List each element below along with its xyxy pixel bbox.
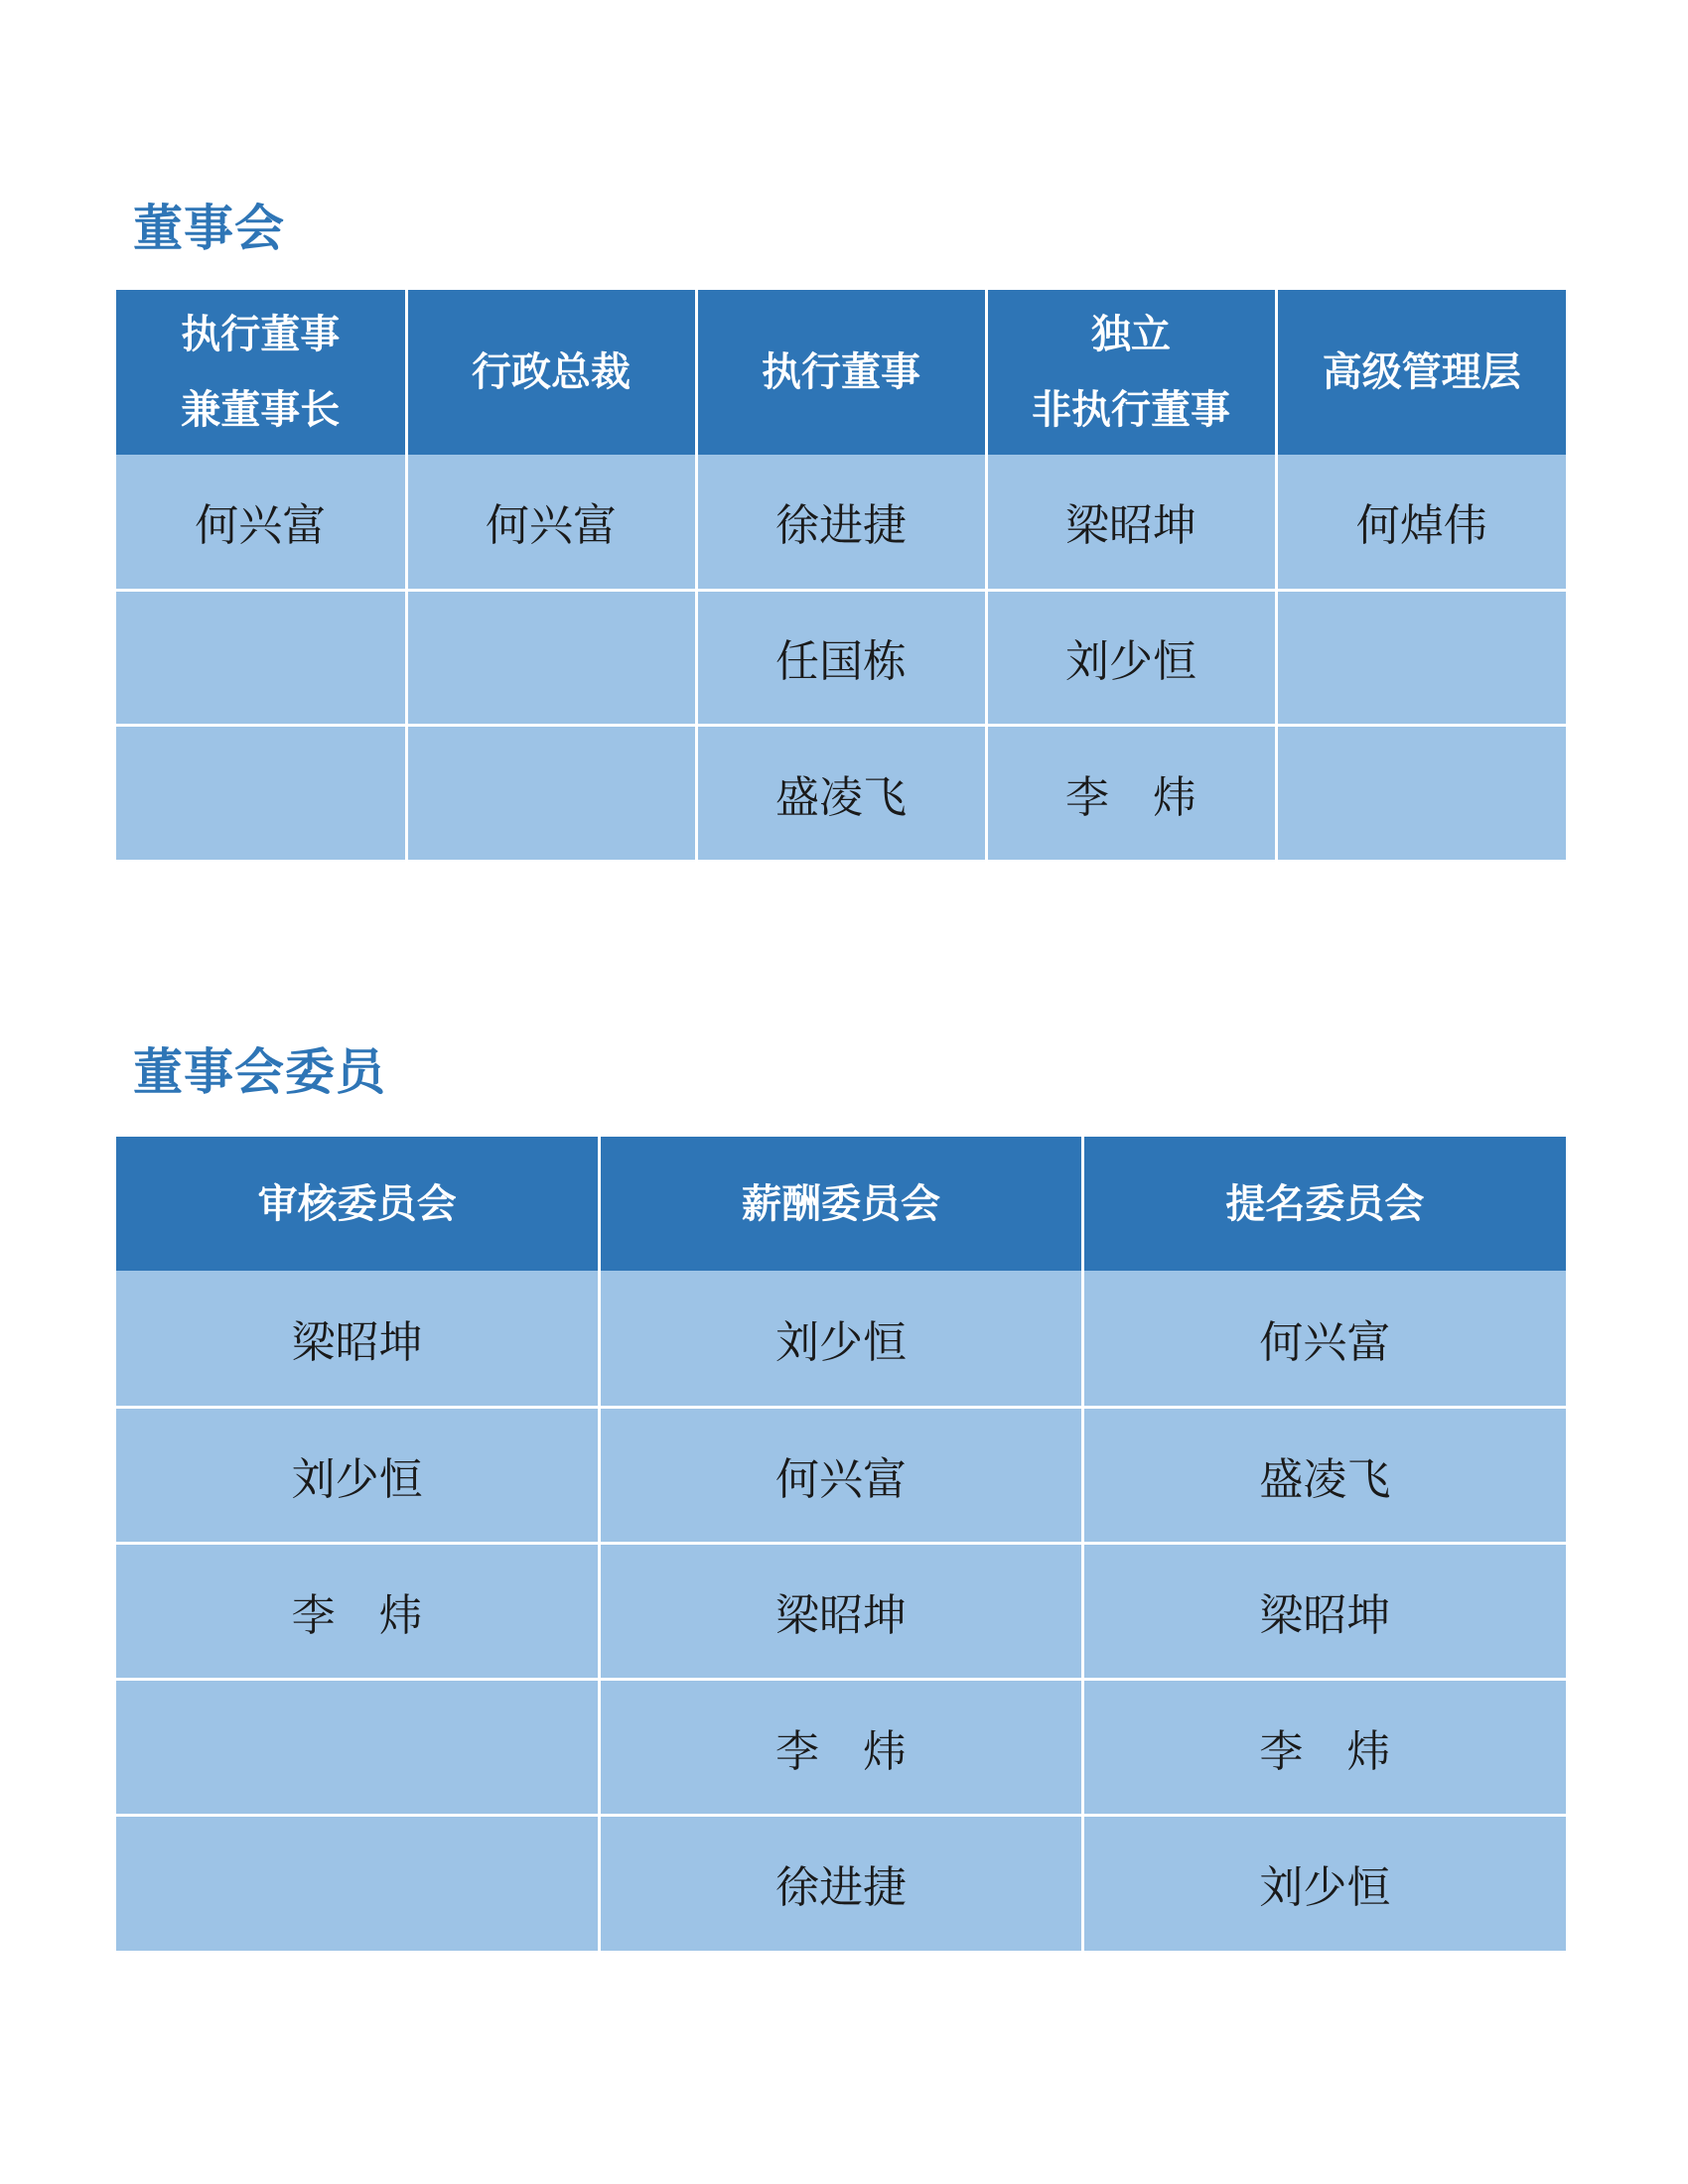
cell-text: 刘少恒 bbox=[775, 1316, 908, 1368]
table-cell bbox=[1276, 725, 1566, 860]
board-section-title: 董事会 bbox=[133, 200, 285, 257]
committees-section-title: 董事会委员 bbox=[133, 1043, 386, 1101]
board-table bbox=[116, 290, 1566, 860]
cell-text: 梁昭坤 bbox=[1259, 1589, 1391, 1641]
header-line: 兼董事长 bbox=[181, 387, 341, 433]
committee-header-audit: 审核委员会 bbox=[116, 1137, 600, 1271]
header-line: 执行董事 bbox=[181, 312, 341, 357]
board-header-ceo bbox=[406, 290, 696, 455]
committees-header-row bbox=[116, 1137, 1566, 1271]
board-header-executive-directors bbox=[696, 290, 986, 455]
cell-text: 何兴富 bbox=[195, 500, 327, 552]
table-cell bbox=[986, 725, 1276, 860]
header-line: 非执行董事 bbox=[1032, 387, 1230, 433]
table-row bbox=[116, 1407, 1566, 1543]
table-cell bbox=[1082, 1543, 1566, 1679]
cell-text: 刘少恒 bbox=[1259, 1862, 1391, 1914]
cell-text: 何兴富 bbox=[775, 1453, 908, 1505]
table-row bbox=[116, 455, 1566, 590]
table-cell bbox=[406, 725, 696, 860]
table-cell bbox=[1082, 1407, 1566, 1543]
cell-text: 刘少恒 bbox=[291, 1453, 423, 1505]
table-row bbox=[116, 1271, 1566, 1407]
header-line: 行政总裁 bbox=[472, 349, 631, 395]
header-line: 独立 bbox=[1091, 312, 1171, 357]
board-header-executive-chairman bbox=[116, 290, 406, 455]
table-row bbox=[116, 1679, 1566, 1815]
board-header-independent-directors bbox=[986, 290, 1276, 455]
table-cell bbox=[986, 590, 1276, 725]
table-cell bbox=[1082, 1815, 1566, 1951]
table-row bbox=[116, 725, 1566, 860]
cell-text: 梁昭坤 bbox=[775, 1589, 908, 1641]
cell-text: 徐进捷 bbox=[775, 500, 907, 552]
table-cell bbox=[116, 1815, 600, 1951]
table-cell bbox=[406, 590, 696, 725]
committee-header-remuneration: 薪酬委员会 bbox=[600, 1137, 1083, 1271]
table-cell bbox=[600, 1815, 1083, 1951]
cell-text: 徐进捷 bbox=[775, 1862, 908, 1914]
table-cell bbox=[986, 455, 1276, 590]
committee-header-nomination: 提名委员会 bbox=[1082, 1137, 1566, 1271]
cell-text: 李 炜 bbox=[1259, 1725, 1391, 1777]
cell-text: 何焯伟 bbox=[1355, 500, 1487, 552]
table-cell bbox=[600, 1407, 1083, 1543]
table-cell bbox=[116, 1543, 600, 1679]
table-cell bbox=[600, 1679, 1083, 1815]
cell-text: 何兴富 bbox=[1259, 1316, 1391, 1368]
table-cell bbox=[116, 725, 406, 860]
cell-text: 盛凌飞 bbox=[775, 771, 907, 823]
table-cell bbox=[1082, 1271, 1566, 1407]
board-header-row bbox=[116, 290, 1566, 455]
table-cell bbox=[696, 590, 986, 725]
table-cell bbox=[116, 1679, 600, 1815]
header-line: 高级管理层 bbox=[1322, 349, 1521, 395]
table-cell bbox=[696, 455, 986, 590]
cell-text: 梁昭坤 bbox=[1065, 500, 1196, 552]
table-row bbox=[116, 1543, 1566, 1679]
cell-text: 李 炜 bbox=[291, 1589, 423, 1641]
table-cell bbox=[696, 725, 986, 860]
table-cell bbox=[1276, 455, 1566, 590]
table-cell bbox=[116, 1271, 600, 1407]
header-line: 执行董事 bbox=[762, 349, 920, 395]
cell-text: 李 炜 bbox=[775, 1725, 908, 1777]
table-cell bbox=[116, 455, 406, 590]
cell-text: 任国栋 bbox=[775, 636, 907, 687]
table-cell bbox=[1276, 590, 1566, 725]
board-header-senior-management bbox=[1276, 290, 1566, 455]
committees-table bbox=[116, 1137, 1566, 1951]
table-cell bbox=[1082, 1679, 1566, 1815]
table-cell bbox=[116, 590, 406, 725]
table-cell bbox=[600, 1271, 1083, 1407]
table-row bbox=[116, 590, 1566, 725]
cell-text: 梁昭坤 bbox=[291, 1316, 423, 1368]
cell-text: 盛凌飞 bbox=[1259, 1453, 1391, 1505]
table-row bbox=[116, 1815, 1566, 1951]
table-cell bbox=[116, 1407, 600, 1543]
cell-text: 李 炜 bbox=[1065, 771, 1196, 823]
cell-text: 刘少恒 bbox=[1065, 636, 1196, 687]
table-cell bbox=[600, 1543, 1083, 1679]
cell-text: 何兴富 bbox=[486, 500, 617, 552]
table-cell bbox=[406, 455, 696, 590]
